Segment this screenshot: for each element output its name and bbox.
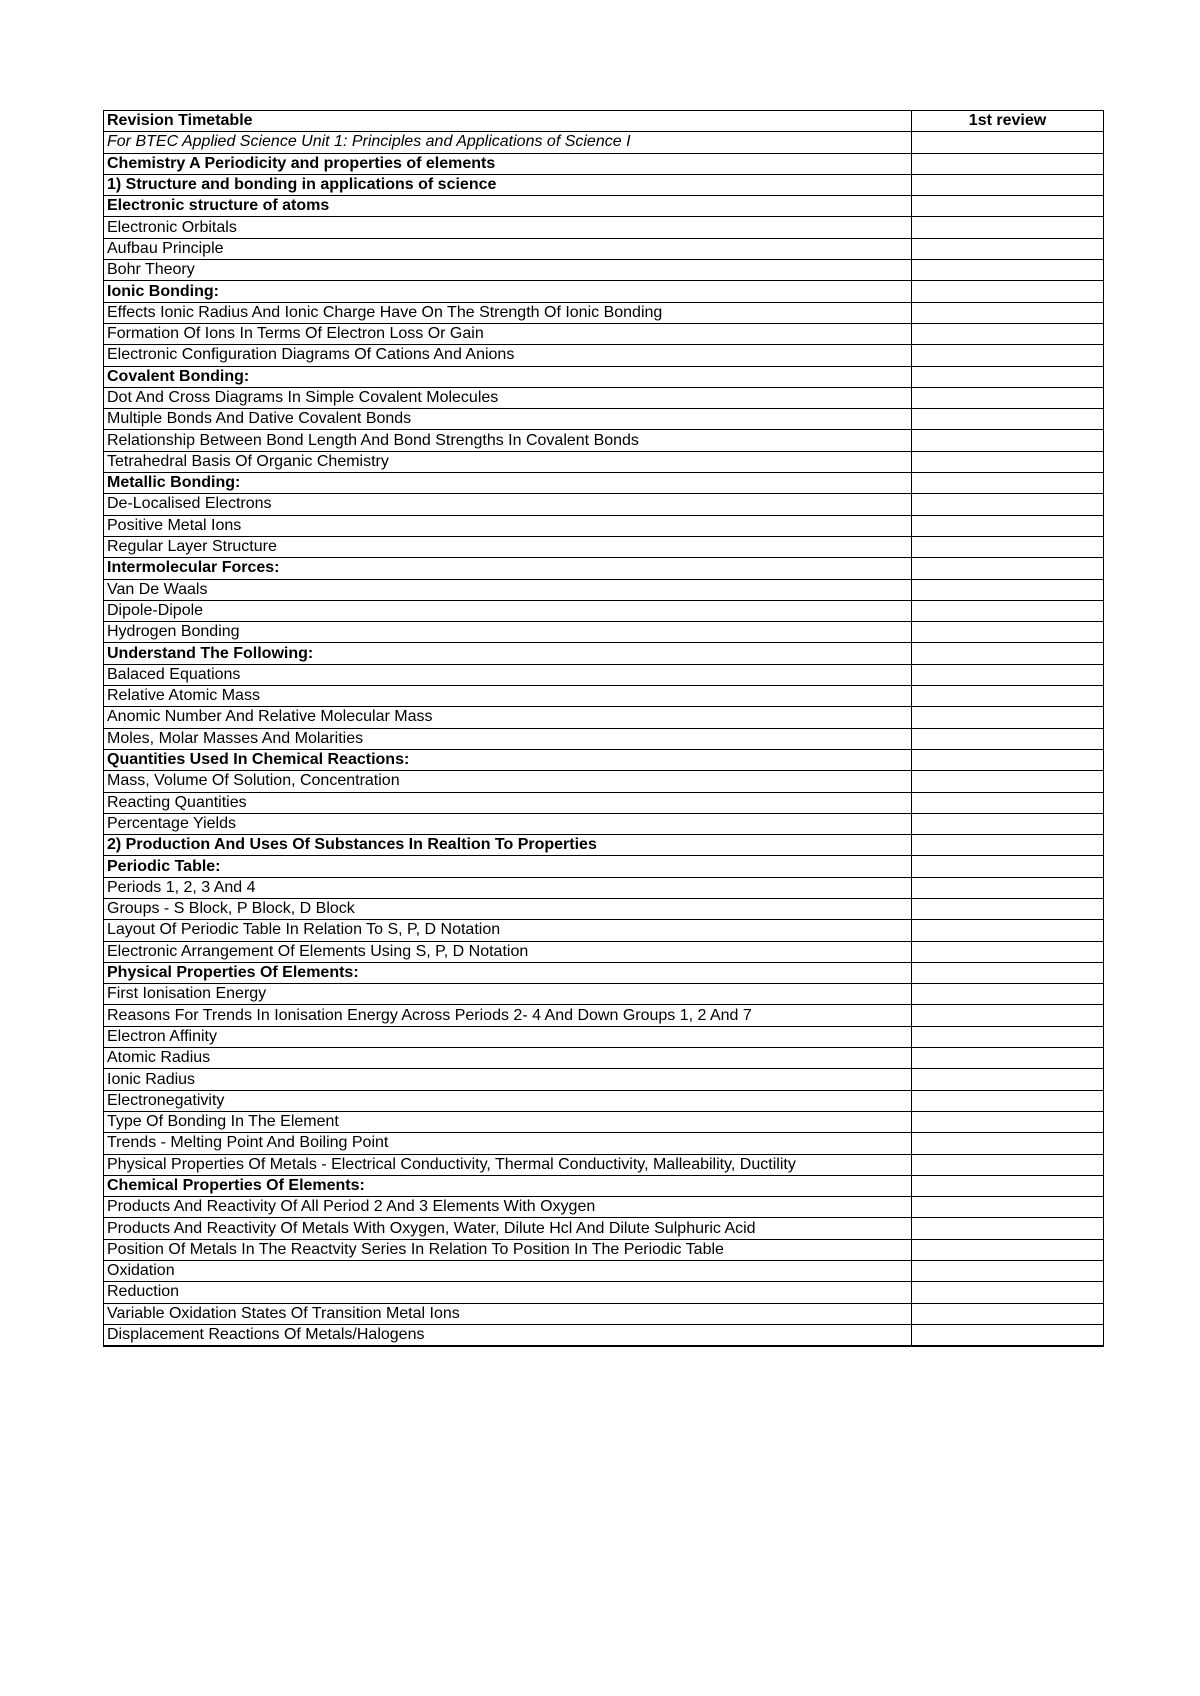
first-review-cell [912, 898, 1104, 919]
first-review-cell [912, 856, 1104, 877]
topic-cell: Effects Ionic Radius And Ionic Charge Have On The Strength Of Ionic Bonding [104, 302, 912, 323]
topic-cell: Layout Of Periodic Table In Relation To S, P, D Notation [104, 920, 912, 941]
table-row [104, 302, 1104, 323]
table-row [104, 877, 1104, 898]
first-review-cell [912, 877, 1104, 898]
first-review-cell [912, 494, 1104, 515]
table-row [104, 920, 1104, 941]
table-row [104, 622, 1104, 643]
revision-timetable [103, 110, 1104, 1347]
table-row [104, 387, 1104, 408]
first-review-cell [912, 260, 1104, 281]
topic-cell: Quantities Used In Chemical Reactions: [104, 749, 912, 770]
first-review-cell [912, 345, 1104, 366]
first-review-cell [912, 686, 1104, 707]
first-review-cell [912, 430, 1104, 451]
table-row [104, 1239, 1104, 1260]
table-row [104, 515, 1104, 536]
topic-cell: Hydrogen Bonding [104, 622, 912, 643]
topic-cell: Periods 1, 2, 3 And 4 [104, 877, 912, 898]
table-row [104, 771, 1104, 792]
first-review-cell [912, 153, 1104, 174]
first-review-cell [912, 707, 1104, 728]
first-review-cell [912, 1239, 1104, 1260]
table-row [104, 1282, 1104, 1303]
topic-cell: Tetrahedral Basis Of Organic Chemistry [104, 451, 912, 472]
topic-cell: Balaced Equations [104, 664, 912, 685]
topic-cell: Electronic structure of atoms [104, 196, 912, 217]
first-review-cell [912, 536, 1104, 557]
table-row [104, 1111, 1104, 1132]
table-row [104, 132, 1104, 153]
topic-cell: Moles, Molar Masses And Molarities [104, 728, 912, 749]
table-row [104, 1197, 1104, 1218]
topic-cell: Covalent Bonding: [104, 366, 912, 387]
topic-cell: Understand The Following: [104, 643, 912, 664]
topic-cell: Trends - Melting Point And Boiling Point [104, 1133, 912, 1154]
table-body [104, 132, 1104, 1346]
topic-cell: Type Of Bonding In The Element [104, 1111, 912, 1132]
first-review-cell [912, 771, 1104, 792]
first-review-cell [912, 622, 1104, 643]
table-row [104, 664, 1104, 685]
table-row [104, 281, 1104, 302]
table-row [104, 579, 1104, 600]
table-row [104, 174, 1104, 195]
first-review-cell [912, 238, 1104, 259]
table-row [104, 813, 1104, 834]
topic-cell: Percentage Yields [104, 813, 912, 834]
topic-cell: Chemical Properties Of Elements: [104, 1175, 912, 1196]
first-review-cell [912, 217, 1104, 238]
table-row [104, 1069, 1104, 1090]
first-review-cell [912, 984, 1104, 1005]
table-row [104, 749, 1104, 770]
first-review-cell [912, 835, 1104, 856]
topic-cell: Electronic Configuration Diagrams Of Cations And Anions [104, 345, 912, 366]
table-row [104, 1175, 1104, 1196]
table-row [104, 260, 1104, 281]
first-review-cell [912, 196, 1104, 217]
table-row [104, 409, 1104, 430]
first-review-cell [912, 1048, 1104, 1069]
first-review-cell [912, 409, 1104, 430]
topic-cell: Mass, Volume Of Solution, Concentration [104, 771, 912, 792]
first-review-cell [912, 728, 1104, 749]
table-row [104, 856, 1104, 877]
topic-cell: Physical Properties Of Metals - Electrical Conductivity, Thermal Conductivity, Malleability, Ductility [104, 1154, 912, 1175]
topic-cell: Regular Layer Structure [104, 536, 912, 557]
table-row [104, 600, 1104, 621]
table-row [104, 941, 1104, 962]
first-review-cell [912, 451, 1104, 472]
first-review-cell [912, 1026, 1104, 1047]
first-review-cell [912, 920, 1104, 941]
topic-cell: Ionic Radius [104, 1069, 912, 1090]
topic-cell: Electronic Orbitals [104, 217, 912, 238]
table-row [104, 345, 1104, 366]
first-review-cell [912, 1303, 1104, 1324]
table-row [104, 196, 1104, 217]
table-row [104, 536, 1104, 557]
topic-cell: Bohr Theory [104, 260, 912, 281]
first-review-cell [912, 1324, 1104, 1346]
table-row [104, 835, 1104, 856]
topic-cell: Electron Affinity [104, 1026, 912, 1047]
table-row [104, 707, 1104, 728]
table-row [104, 1090, 1104, 1111]
table-row [104, 686, 1104, 707]
first-review-cell [912, 1069, 1104, 1090]
first-review-cell [912, 281, 1104, 302]
topic-cell: Reacting Quantities [104, 792, 912, 813]
table-row [104, 1026, 1104, 1047]
table-row [104, 984, 1104, 1005]
topic-cell: Ionic Bonding: [104, 281, 912, 302]
first-review-cell [912, 366, 1104, 387]
topic-cell: For BTEC Applied Science Unit 1: Principles and Applications of Science I [104, 132, 912, 153]
table-row [104, 962, 1104, 983]
first-review-cell [912, 323, 1104, 344]
topic-cell: 1) Structure and bonding in applications of science [104, 174, 912, 195]
topic-cell: Reduction [104, 1282, 912, 1303]
first-review-cell [912, 1005, 1104, 1026]
table-row [104, 451, 1104, 472]
table-row [104, 1154, 1104, 1175]
first-review-cell [912, 473, 1104, 494]
first-review-cell [912, 962, 1104, 983]
topic-cell: Formation Of Ions In Terms Of Electron Loss Or Gain [104, 323, 912, 344]
table-row [104, 1218, 1104, 1239]
table-row [104, 153, 1104, 174]
topic-cell: Products And Reactivity Of Metals With Oxygen, Water, Dilute Hcl And Dilute Sulphuric Acid [104, 1218, 912, 1239]
first-review-cell [912, 1090, 1104, 1111]
topic-cell: Relative Atomic Mass [104, 686, 912, 707]
topic-cell: Positive Metal Ions [104, 515, 912, 536]
topic-cell: Variable Oxidation States Of Transition Metal Ions [104, 1303, 912, 1324]
table-row [104, 494, 1104, 515]
table-row [104, 558, 1104, 579]
first-review-cell [912, 302, 1104, 323]
topic-cell: Groups - S Block, P Block, D Block [104, 898, 912, 919]
topic-cell: Anomic Number And Relative Molecular Mass [104, 707, 912, 728]
table-row [104, 1303, 1104, 1324]
topic-cell: Multiple Bonds And Dative Covalent Bonds [104, 409, 912, 430]
topic-cell: First Ionisation Energy [104, 984, 912, 1005]
topic-cell: Atomic Radius [104, 1048, 912, 1069]
table-row [104, 643, 1104, 664]
table-row [104, 323, 1104, 344]
topic-cell: Reasons For Trends In Ionisation Energy Across Periods 2- 4 And Down Groups 1, 2 And 7 [104, 1005, 912, 1026]
first-review-cell [912, 1175, 1104, 1196]
topic-cell: Position Of Metals In The Reactvity Series In Relation To Position In The Periodic Table [104, 1239, 912, 1260]
table-row [104, 366, 1104, 387]
topic-cell: Products And Reactivity Of All Period 2 And 3 Elements With Oxygen [104, 1197, 912, 1218]
first-review-cell [912, 941, 1104, 962]
first-review-cell [912, 792, 1104, 813]
table-row [104, 1324, 1104, 1346]
topic-cell: 2) Production And Uses Of Substances In Realtion To Properties [104, 835, 912, 856]
first-review-cell [912, 1218, 1104, 1239]
topic-cell: Dot And Cross Diagrams In Simple Covalent Molecules [104, 387, 912, 408]
topic-cell: Dipole-Dipole [104, 600, 912, 621]
revision-timetable-sheet [103, 110, 1103, 1347]
topic-cell: Aufbau Principle [104, 238, 912, 259]
table-row [104, 238, 1104, 259]
topic-cell: Electronegativity [104, 1090, 912, 1111]
first-review-cell [912, 813, 1104, 834]
topic-cell: Intermolecular Forces: [104, 558, 912, 579]
first-review-cell [912, 749, 1104, 770]
table-row [104, 792, 1104, 813]
table-row [104, 473, 1104, 494]
topic-cell: Physical Properties Of Elements: [104, 962, 912, 983]
header-first-review: 1st review [912, 111, 1104, 132]
first-review-cell [912, 515, 1104, 536]
table-row [104, 1133, 1104, 1154]
topic-cell: Electronic Arrangement Of Elements Using S, P, D Notation [104, 941, 912, 962]
table-row [104, 430, 1104, 451]
table-row [104, 898, 1104, 919]
table-row [104, 1261, 1104, 1282]
topic-cell: Displacement Reactions Of Metals/Halogens [104, 1324, 912, 1346]
first-review-cell [912, 579, 1104, 600]
first-review-cell [912, 1282, 1104, 1303]
first-review-cell [912, 600, 1104, 621]
topic-cell: Periodic Table: [104, 856, 912, 877]
topic-cell: De-Localised Electrons [104, 494, 912, 515]
topic-cell: Van De Waals [104, 579, 912, 600]
first-review-cell [912, 132, 1104, 153]
table-row [104, 728, 1104, 749]
first-review-cell [912, 558, 1104, 579]
first-review-cell [912, 664, 1104, 685]
table-row [104, 217, 1104, 238]
table-header-row [104, 111, 1104, 132]
topic-cell: Relationship Between Bond Length And Bond Strengths In Covalent Bonds [104, 430, 912, 451]
first-review-cell [912, 643, 1104, 664]
table-row [104, 1005, 1104, 1026]
table-row [104, 1048, 1104, 1069]
first-review-cell [912, 1261, 1104, 1282]
first-review-cell [912, 1111, 1104, 1132]
first-review-cell [912, 1197, 1104, 1218]
first-review-cell [912, 387, 1104, 408]
first-review-cell [912, 174, 1104, 195]
topic-cell: Oxidation [104, 1261, 912, 1282]
first-review-cell [912, 1133, 1104, 1154]
topic-cell: Chemistry A Periodicity and properties of elements [104, 153, 912, 174]
first-review-cell [912, 1154, 1104, 1175]
topic-cell: Metallic Bonding: [104, 473, 912, 494]
header-topic: Revision Timetable [104, 111, 912, 132]
